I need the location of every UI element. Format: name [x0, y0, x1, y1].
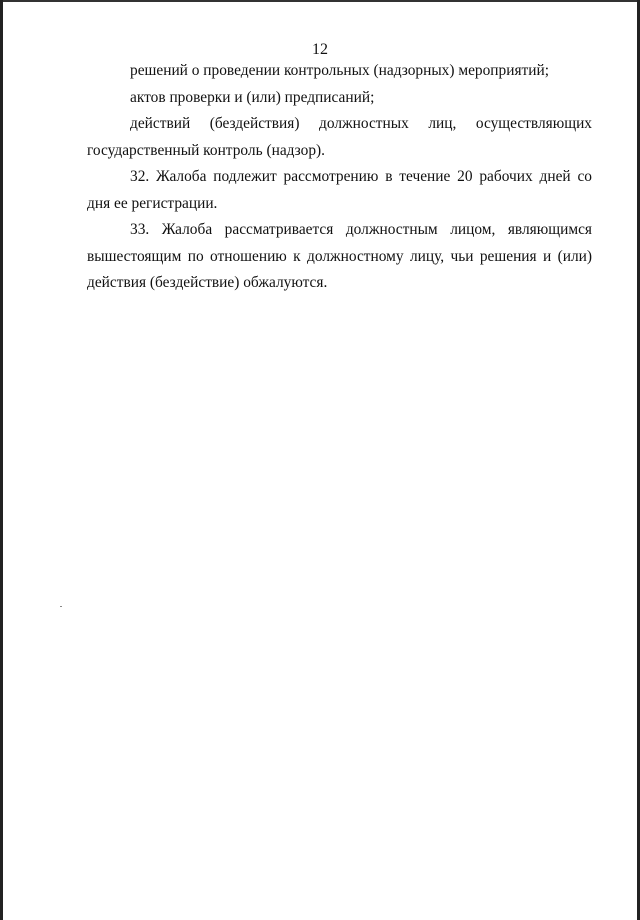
paragraph-officials-actions: действий (бездействия) должностных лиц, осуществляющих государственный контроль (надзор). — [87, 115, 592, 159]
scan-edge-top — [0, 0, 640, 2]
paragraph-inspection-acts: актов проверки и (или) предписаний; — [130, 88, 375, 106]
document-body — [87, 58, 592, 297]
scan-speck — [60, 606, 62, 607]
page-number: 12 — [312, 41, 328, 58]
scan-edge-left — [0, 0, 3, 920]
paragraph-32: 32. Жалоба подлежит рассмотрению в течение 20 рабочих дней со дня ее регистрации. — [87, 168, 592, 212]
paragraph-33: 33. Жалоба рассматривается должностным лицом, являющимся вышестоящим по отношению к должностному лицу, чьи решения и (или) действия (бездействие) обжалуются. — [87, 221, 592, 291]
paragraph-decisions: решений о проведении контрольных (надзорных) мероприятий; — [130, 62, 550, 79]
